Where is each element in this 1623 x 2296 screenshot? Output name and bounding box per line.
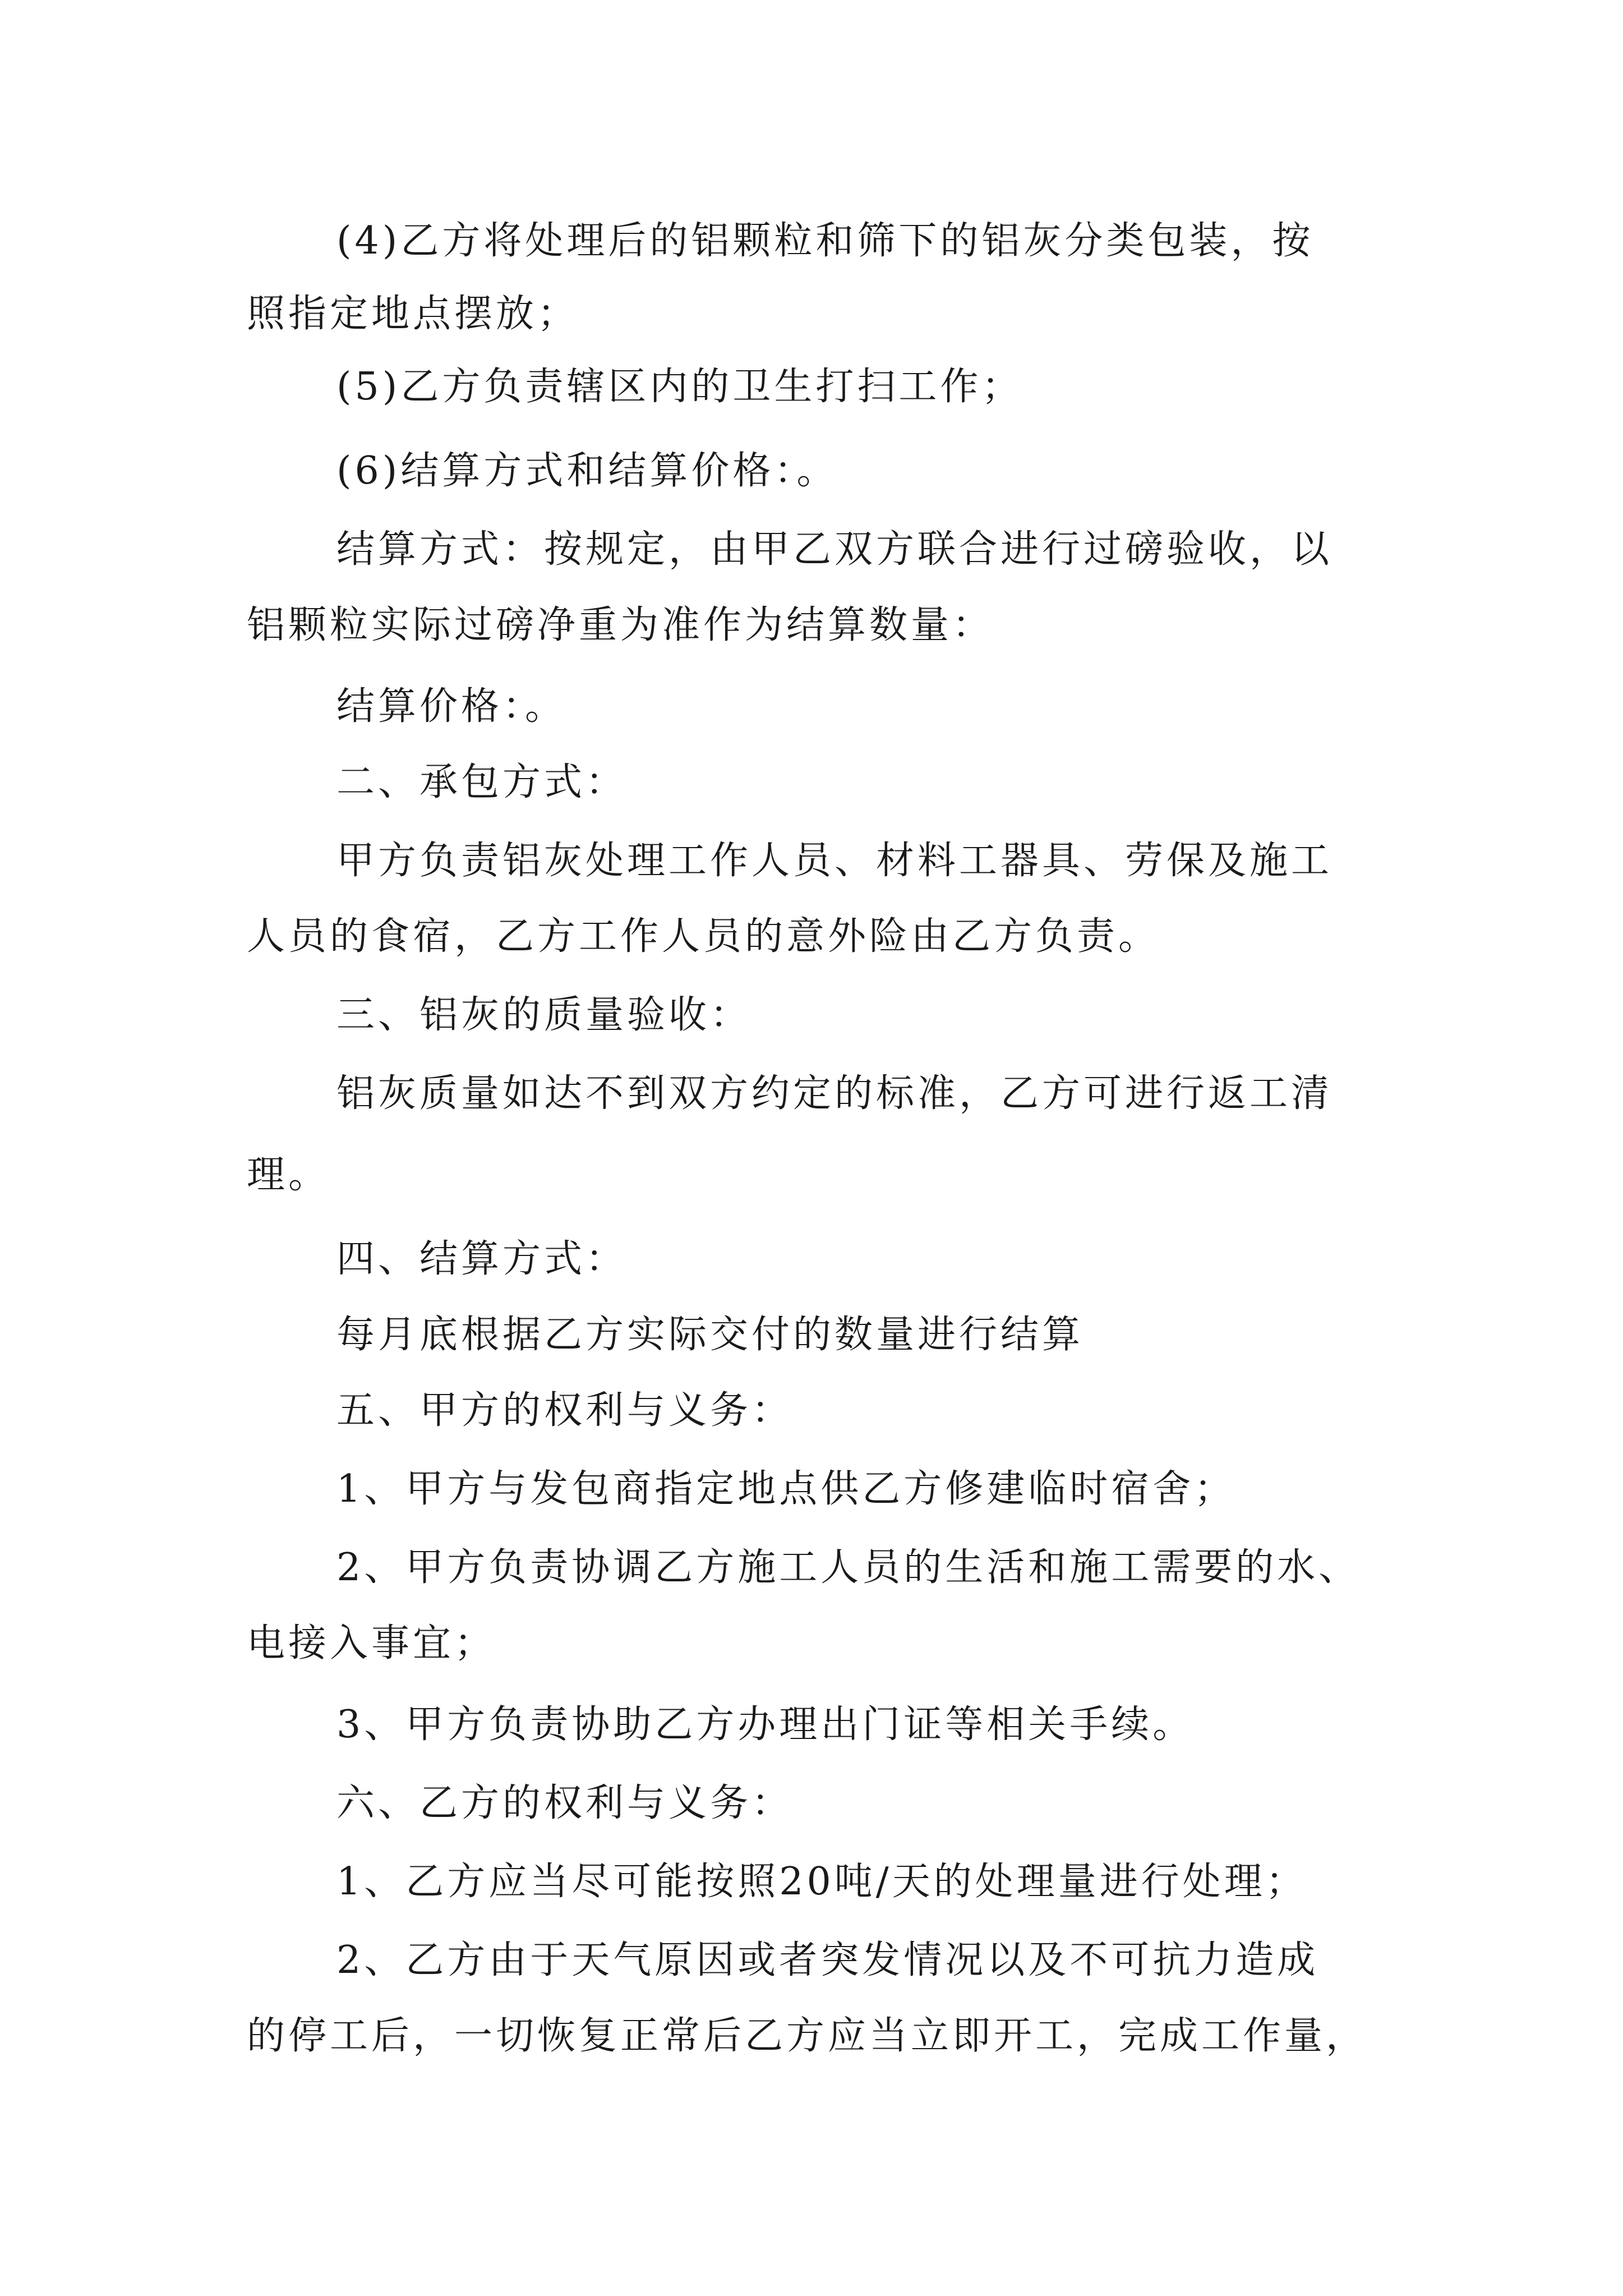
paragraph-line: 铝灰质量如达不到双方约定的标准，乙方可进行返工清 (336, 1071, 1333, 1116)
list-item: 2、甲方负责协调乙方施工人员的生活和施工需要的水、 (336, 1545, 1361, 1590)
paragraph-line: (6)结算方式和结算价格：。 (336, 449, 838, 493)
list-item: 1、乙方应当尽可能按照20吨/天的处理量进行处理； (336, 1860, 1307, 1904)
list-item: 2、乙方由于天气原因或者突发情况以及不可抗力造成 (336, 1938, 1319, 1982)
section-heading: 四、结算方式： (336, 1237, 628, 1281)
paragraph-line: 人员的食宿，乙方工作人员的意外险由乙方负责。 (247, 914, 1160, 959)
paragraph-line: 照指定地点摆放； (247, 292, 579, 336)
paragraph-line: 结算方式：按规定，由甲乙双方联合进行过磅验收，以 (336, 527, 1333, 572)
paragraph-line: (4)乙方将处理后的铝颗粒和筛下的铝灰分类包装，按 (336, 219, 1314, 263)
section-heading: 六、乙方的权利与义务： (336, 1781, 794, 1825)
paragraph-line: 结算价格：。 (336, 684, 567, 729)
list-item: 3、甲方负责协助乙方办理出门证等相关手续。 (336, 1703, 1195, 1747)
section-heading: 二、承包方式： (336, 760, 628, 804)
paragraph-line: (5)乙方负责辖区内的卫生打扫工作； (336, 365, 1023, 409)
list-item-continuation: 电接入事宜； (247, 1621, 496, 1665)
section-heading: 五、甲方的权利与义务： (336, 1388, 794, 1433)
section-heading: 三、铝灰的质量验收： (336, 993, 752, 1037)
list-item-continuation: 的停工后，一切恢复正常后乙方应当立即开工，完成工作量， (247, 2014, 1368, 2058)
list-item: 1、甲方与发包商指定地点供乙方修建临时宿舍； (336, 1467, 1236, 1511)
paragraph-line: 甲方负责铝灰处理工作人员、材料工器具、劳保及施工 (336, 839, 1333, 883)
paragraph-line: 每月底根据乙方实际交付的数量进行结算 (336, 1313, 1084, 1357)
paragraph-line: 铝颗粒实际过磅净重为准作为结算数量： (247, 603, 994, 647)
paragraph-line: 理。 (247, 1153, 330, 1197)
